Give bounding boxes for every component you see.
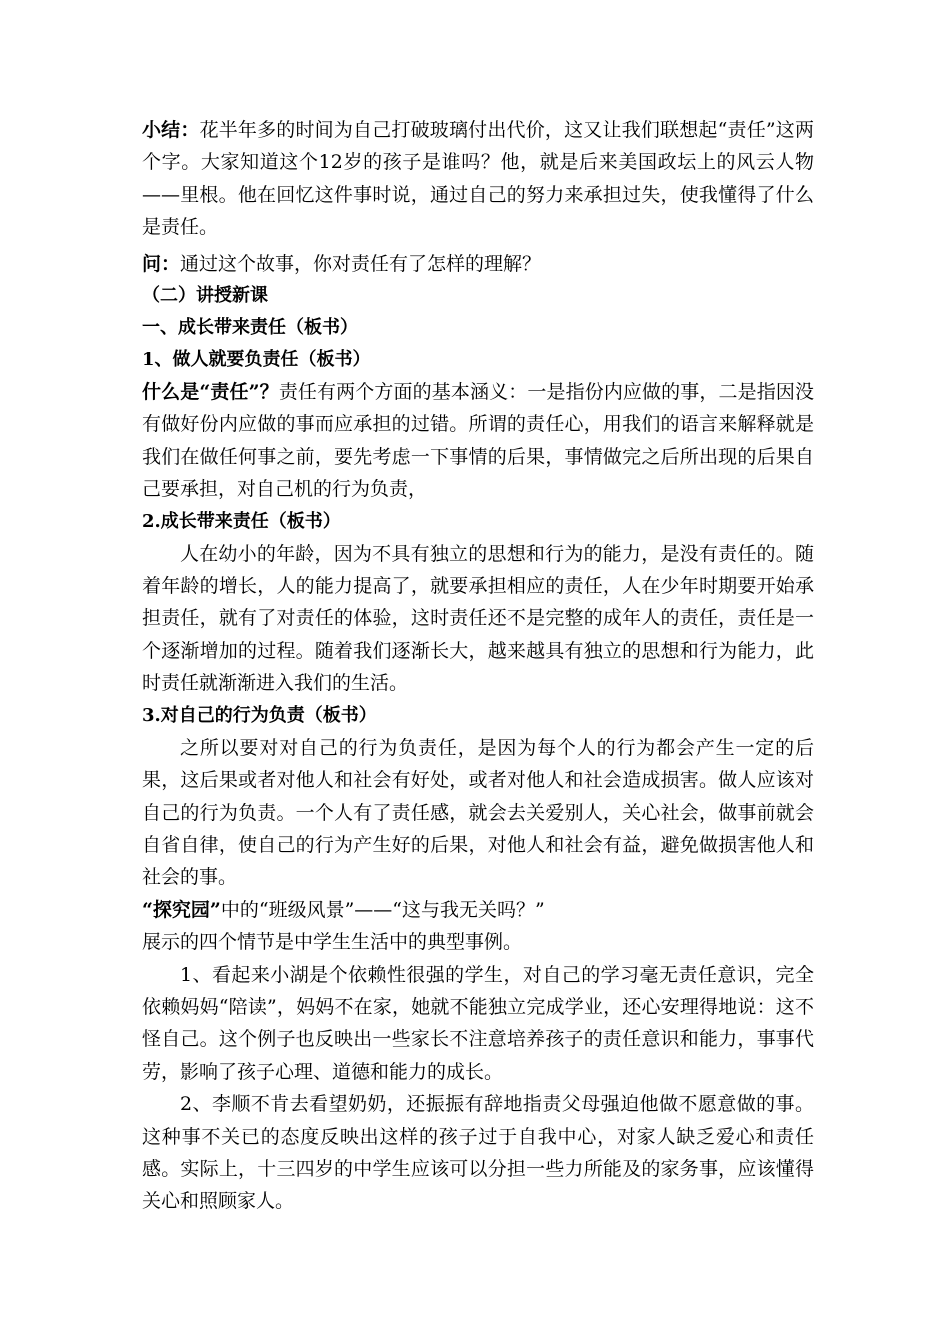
explore-label: “探究园” bbox=[142, 898, 221, 921]
point1-lead: 什么是“责任”？ bbox=[142, 381, 279, 404]
point2-paragraph: 人在幼小的年龄，因为不具有独立的思想和行为的能力，是没有责任的。随着年龄的增长，人的能力提高了，就要承担相应的责任，人在少年时期要开始承担责任，就有了对责任的体验，这时责任还不是完整的成年人的责任，责任是一个逐渐增加的过程。随着我们逐渐长大，越来越具有独立的思想和行为能力，此时责任就渐渐进入我们的生活。 bbox=[142, 542, 814, 695]
explore-intro: 展示的四个情节是中学生生活中的典型事例。 bbox=[142, 931, 523, 954]
summary-label: 小结： bbox=[142, 119, 200, 141]
point3-paragraph: 之所以要对对自己的行为负责任，是因为每个人的行为都会产生一定的后果，这后果或者对他人和社会有好处，或者对他人和社会造成损害。做人应该对自己的行为负责。一个人有了责任感，就会去关爱别人，关心社会，做事前就会自省自律，使自己的行为产生好的后果，对他人和社会有益，避免做损害他人和社会的事。 bbox=[142, 736, 814, 889]
question-label: 问： bbox=[142, 252, 181, 275]
point1-heading: 1、做人就要负责任（板书） bbox=[142, 349, 371, 371]
question-paragraph bbox=[142, 248, 814, 280]
point1-text: 责任有两个方面的基本涵义：一是指份内应做的事，二是指因没有做好份内应做的事而应承担的过错。所谓的责任心，用我们的语言来解释就是我们在做任何事之前，要先考虑一下事情的后果，事情做完之后所出现的后果自己要承担，对自己机的行为负责， bbox=[142, 381, 814, 501]
explore-text: 中的“班级风景”——“这与我无关吗？” bbox=[220, 898, 545, 921]
point3-heading: 3.对自己的行为负责（板书） bbox=[142, 704, 377, 726]
explore-item-2: 2、李顺不肯去看望奶奶，还振振有辞地指责父母强迫他做不愿意做的事。这种事不关已的态度反映出这样的孩子过于自我中心，对家人缺乏爱心和责任感。实际上，十三四岁的中学生应该可以分担一些力所能及的家务事，应该懂得关心和照顾家人。 bbox=[142, 1093, 814, 1213]
summary-text: 花半年多的时间为自己打破玻璃付出代价，这又让我们联想起“责任”这两个字。大家知道这个12岁的孩子是谁吗？他，就是后来美国政坛上的风云人物——里根。他在回忆这件事时说，通过自己的努力来承担过失，使我懂得了什么是责任。 bbox=[142, 119, 814, 239]
point2-heading: 2.成长带来责任（板书） bbox=[142, 510, 341, 532]
summary-paragraph bbox=[142, 114, 814, 244]
explore-title bbox=[142, 894, 814, 926]
document-page bbox=[142, 114, 814, 1218]
chapter-heading: 一、成长带来责任（板书） bbox=[142, 317, 358, 339]
question-text: 通过这个故事，你对责任有了怎样的理解？ bbox=[180, 252, 542, 275]
section-heading: （二）讲授新课 bbox=[142, 285, 268, 307]
explore-item-1: 1、看起来小湖是个依赖性很强的学生，对自己的学习毫无责任意识，完全依赖妈妈“陪读”，妈妈不在家，她就不能独立完成学业，还心安理得地说：这不怪自己。这个例子也反映出一些家长不注意培养孩子的责任意识和能力，事事代劳，影响了孩子心理、道德和能力的成长。 bbox=[142, 963, 814, 1083]
point1-paragraph bbox=[142, 376, 814, 506]
